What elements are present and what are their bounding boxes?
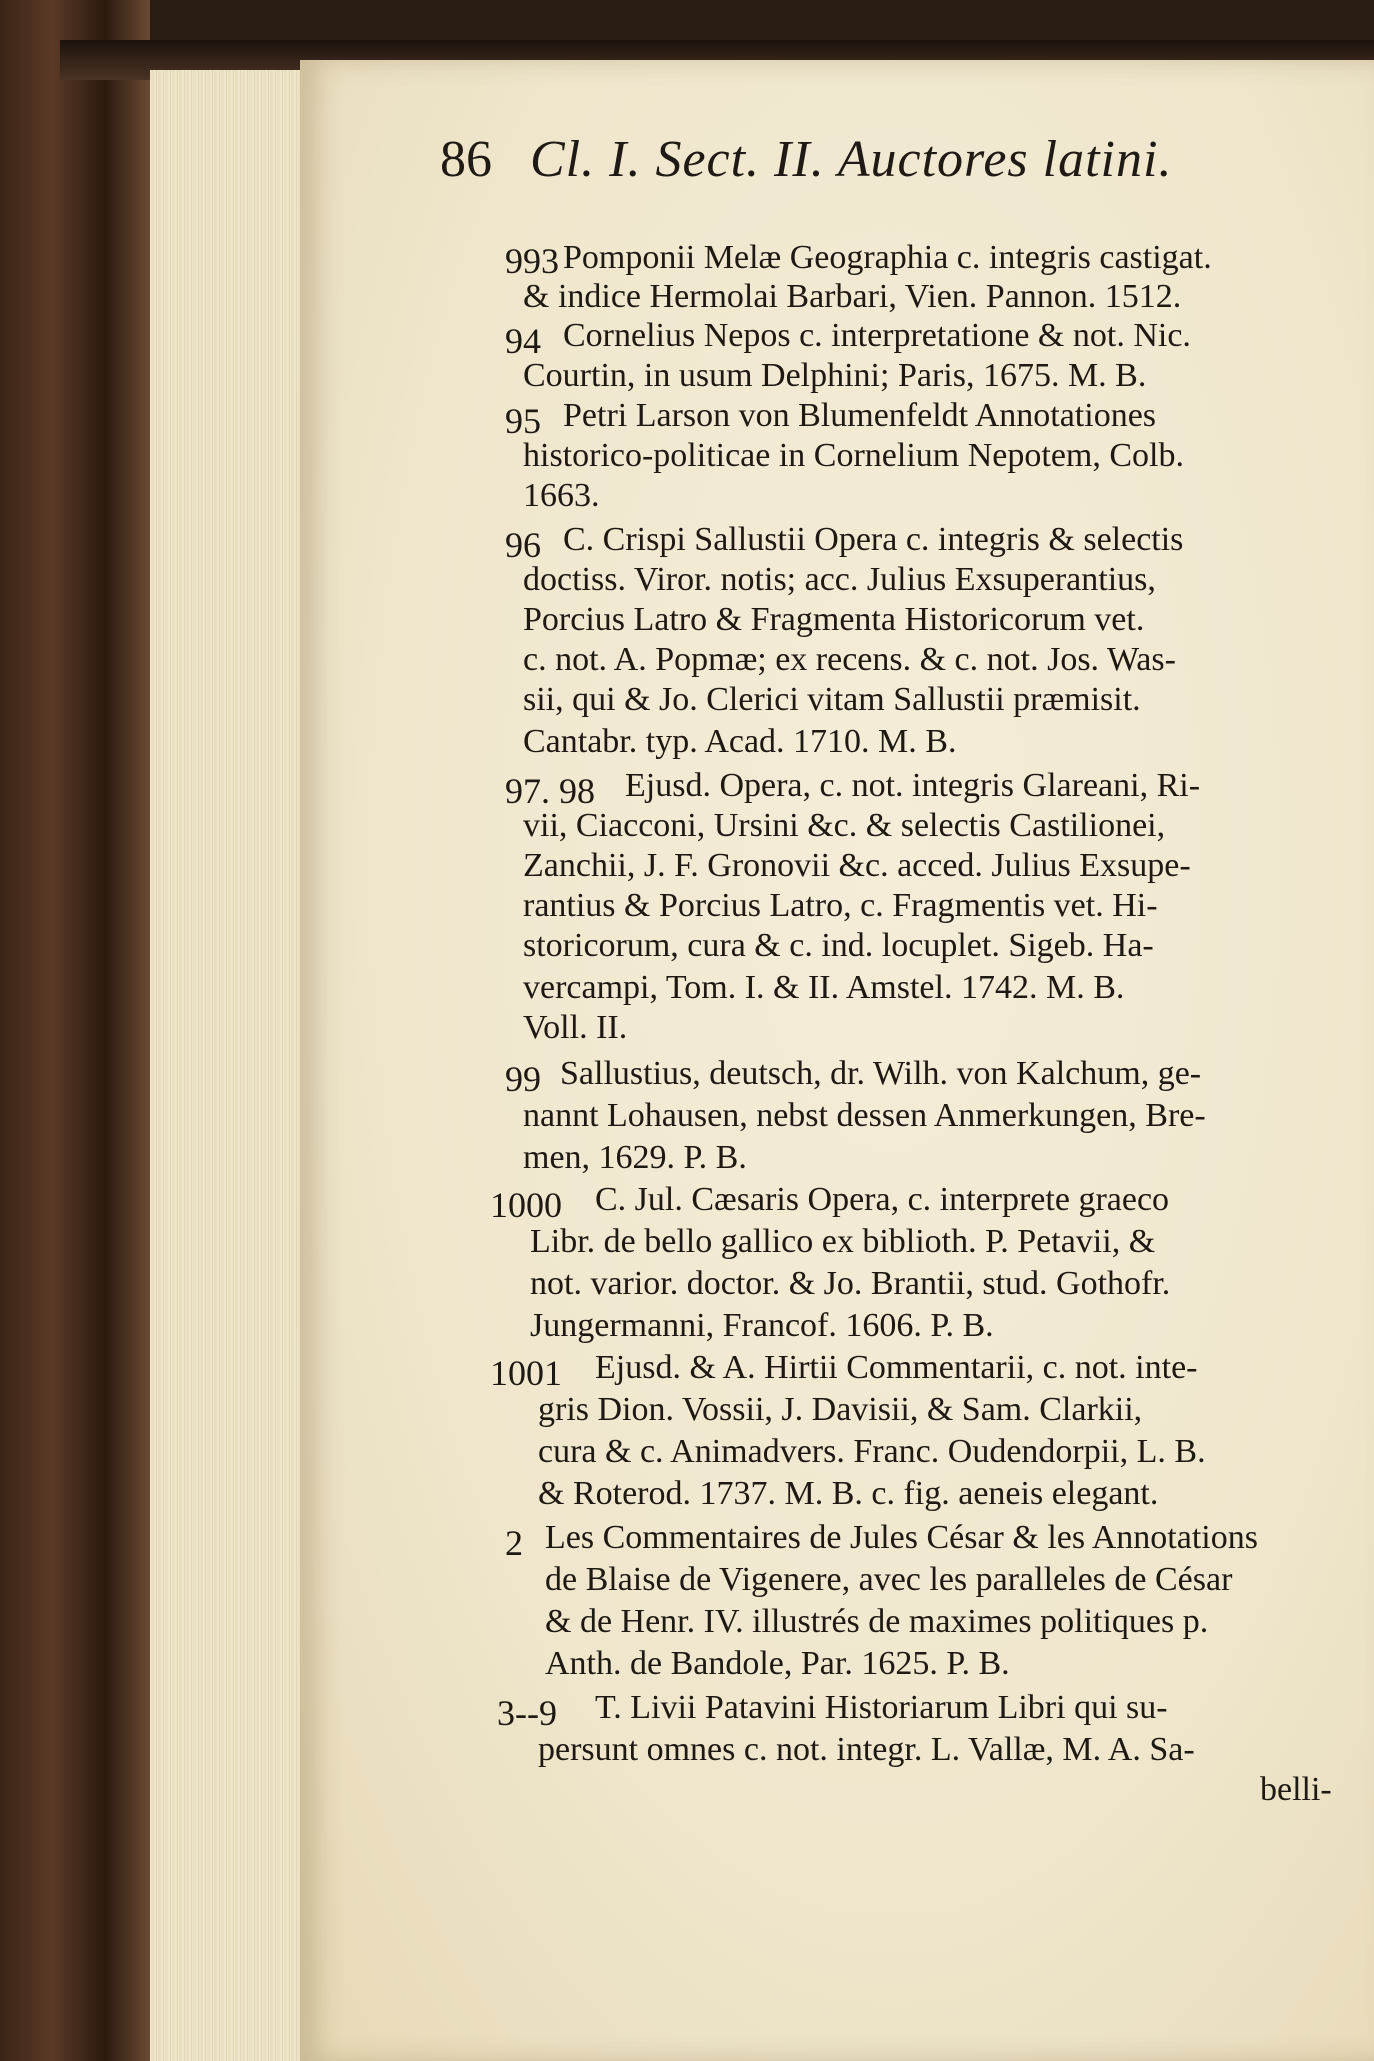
entry-number: 3--9: [497, 1693, 557, 1733]
entry-line: nannt Lohausen, nebst dessen Anmerkungen, Bre-: [523, 1097, 1206, 1134]
entry-number: 94: [505, 321, 541, 361]
entry-line: persunt omnes c. not. integr. L. Vallæ, M. A. Sa-: [538, 1731, 1195, 1768]
entry-line: c. not. A. Popmæ; ex recens. & c. not. Jos. Was-: [523, 641, 1176, 678]
entry-number: 97. 98: [505, 771, 595, 811]
entry-line: historico-politicae in Cornelium Nepotem, Colb.: [523, 437, 1184, 474]
entry-line: T. Livii Patavini Historiarum Libri qui su-: [595, 1689, 1168, 1726]
entry-number: 95: [505, 401, 541, 441]
entry-line: rantius & Porcius Latro, c. Fragmentis vet. Hi-: [523, 887, 1158, 924]
entry-number: 1001: [490, 1353, 562, 1393]
entry-line: Porcius Latro & Fragmenta Historicorum vet.: [523, 601, 1145, 638]
entry-line: Ejusd. Opera, c. not. integris Glareani, Ri-: [625, 767, 1201, 804]
entry-line: Courtin, in usum Delphini; Paris, 1675. M. B.: [523, 357, 1147, 394]
entry-line: de Blaise de Vigenere, avec les paralleles de César: [545, 1561, 1233, 1598]
entry-line: & indice Hermolai Barbari, Vien. Pannon. 1512.: [523, 278, 1182, 315]
page-number: 86: [440, 131, 492, 188]
entry-line: cura & c. Animadvers. Franc. Oudendorpii, L. B.: [538, 1433, 1206, 1470]
entry-line: C. Crispi Sallustii Opera c. integris & selectis: [563, 521, 1184, 558]
entry-line: gris Dion. Vossii, J. Davisii, & Sam. Clarkii,: [538, 1391, 1143, 1428]
entry-line: & Roterod. 1737. M. B. c. fig. aeneis elegant.: [538, 1475, 1159, 1512]
entry-line: doctiss. Viror. notis; acc. Julius Exsuperantius,: [523, 561, 1156, 598]
entry-line: Voll. II.: [523, 1009, 628, 1046]
entry-line: vii, Ciacconi, Ursini &c. & selectis Castilionei,: [523, 807, 1166, 844]
entry-number: 993: [505, 241, 559, 281]
entry-line: men, 1629. P. B.: [523, 1139, 747, 1176]
entry-line: belli-: [1260, 1771, 1332, 1808]
entry-line: Anth. de Bandole, Par. 1625. P. B.: [545, 1645, 1010, 1682]
entry-line: not. varior. doctor. & Jo. Brantii, stud. Gothofr.: [530, 1265, 1171, 1302]
entry-line: & de Henr. IV. illustrés de maximes politiques p.: [545, 1603, 1209, 1640]
entry-line: Zanchii, J. F. Gronovii &c. acced. Julius Exsupe-: [523, 847, 1191, 884]
entry-number: 96: [505, 525, 541, 565]
entry-line: Ejusd. & A. Hirtii Commentarii, c. not. inte-: [595, 1349, 1198, 1386]
entry-line: Cornelius Nepos c. interpretatione & not. Nic.: [563, 317, 1191, 354]
entry-line: storicorum, cura & c. ind. locuplet. Sigeb. Ha-: [523, 927, 1154, 964]
entry-line: C. Jul. Cæsaris Opera, c. interprete graeco: [595, 1181, 1170, 1218]
entry-line: vercampi, Tom. I. & II. Amstel. 1742. M. B.: [523, 969, 1125, 1006]
entry-line: Jungermanni, Francof. 1606. P. B.: [530, 1307, 994, 1344]
entry-line: Pomponii Melæ Geographia c. integris castigat.: [563, 239, 1212, 276]
entry-line: 1663.: [523, 477, 600, 514]
entry-number: 99: [505, 1059, 541, 1099]
entry-number: 2: [505, 1523, 523, 1563]
running-title: Cl. I. Sect. II. Auctores latini.: [530, 131, 1173, 188]
entry-line: Cantabr. typ. Acad. 1710. M. B.: [523, 723, 957, 760]
entry-line: Sallustius, deutsch, dr. Wilh. von Kalchum, ge-: [560, 1055, 1202, 1092]
entry-line: Libr. de bello gallico ex biblioth. P. Petavii, &: [530, 1223, 1156, 1260]
entry-line: sii, qui & Jo. Clerici vitam Sallustii præmisit.: [523, 681, 1141, 718]
entry-number: 1000: [490, 1185, 562, 1225]
entry-line: Petri Larson von Blumenfeldt Annotationes: [563, 397, 1157, 434]
entry-line: Les Commentaires de Jules César & les Annotations: [545, 1519, 1258, 1556]
